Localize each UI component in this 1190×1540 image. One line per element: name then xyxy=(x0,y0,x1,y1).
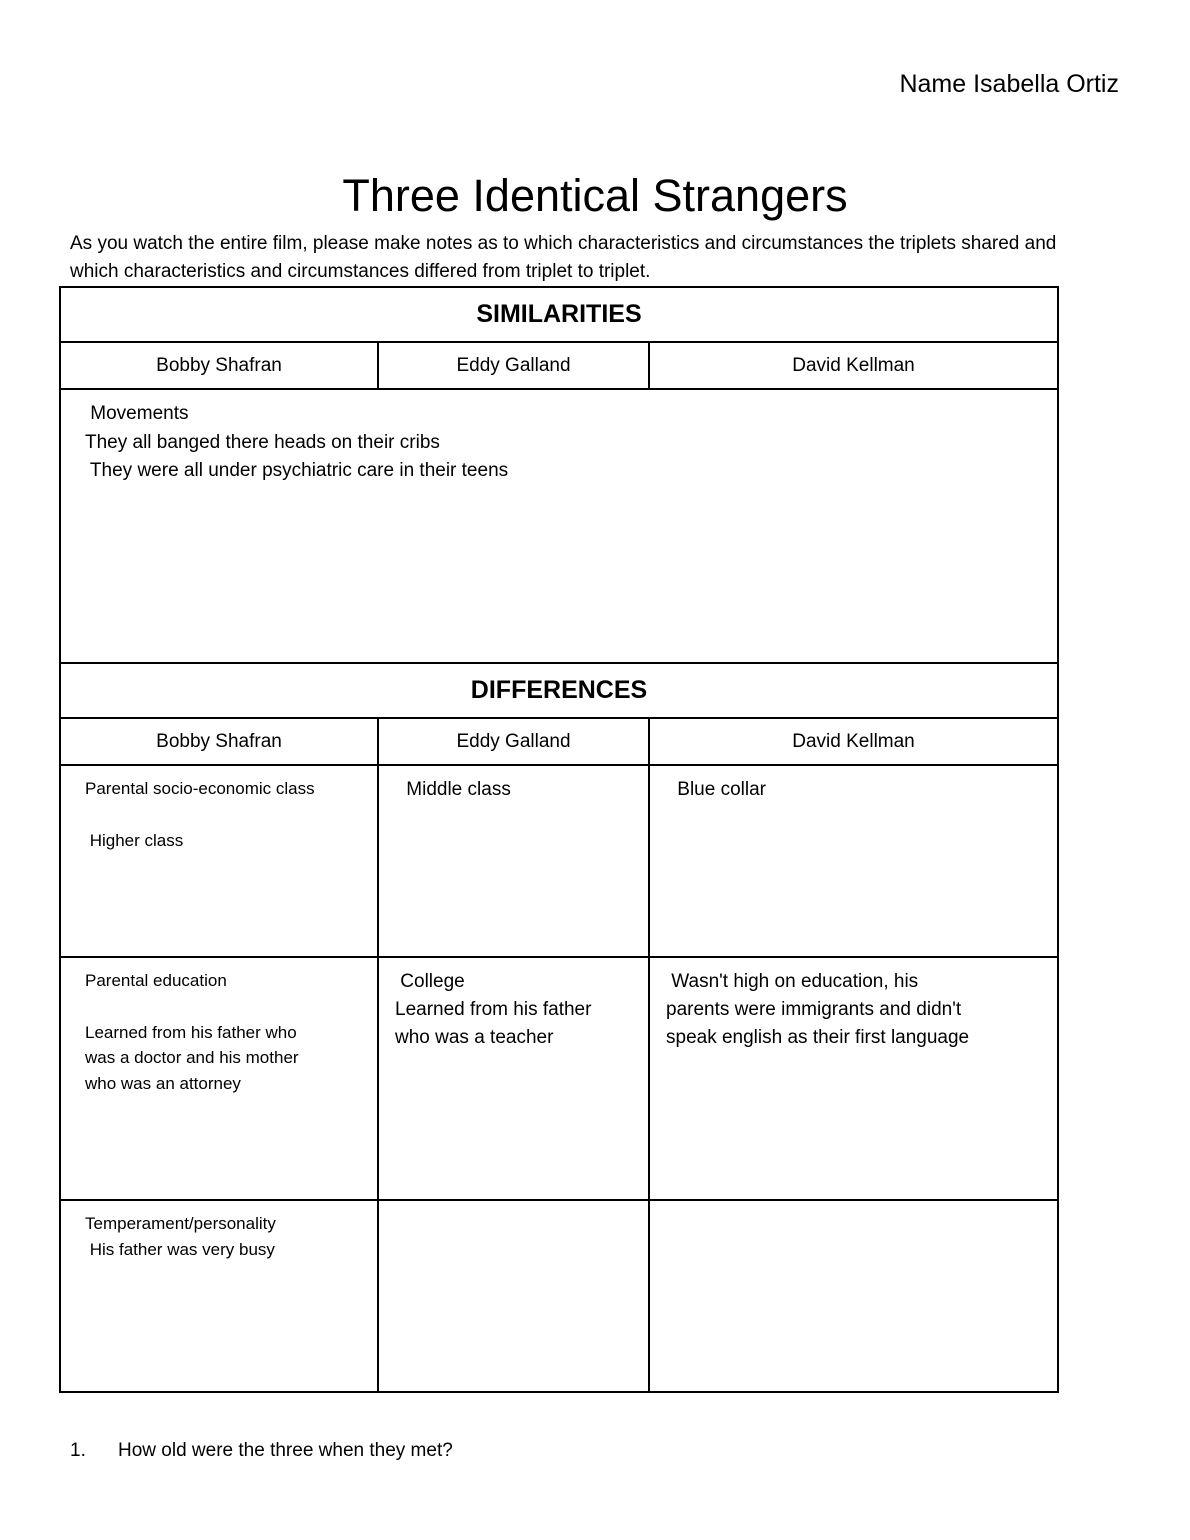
david-education-cell[interactable] xyxy=(649,957,1058,1200)
diff-column-eddy: Eddy Galland xyxy=(378,718,649,765)
student-name: Name Isabella Ortiz xyxy=(899,70,1119,98)
diff-column-david: David Kellman xyxy=(649,718,1058,765)
bobby-socioeconomic-cell[interactable] xyxy=(60,765,378,957)
diff-column-bobby: Bobby Shafran xyxy=(60,718,378,765)
similarity-note: They were all under psychiatric care in their teens xyxy=(85,460,509,481)
david-socioeconomic-cell[interactable] xyxy=(649,765,1058,957)
question-number: 1. xyxy=(70,1440,86,1461)
row-label: Parental education xyxy=(85,971,227,990)
sim-column-eddy: Eddy Galland xyxy=(378,342,649,389)
eddy-answer-line: College xyxy=(395,971,465,992)
sim-column-bobby: Bobby Shafran xyxy=(60,342,378,389)
similarities-notes[interactable] xyxy=(60,389,1058,663)
eddy-answer-line: Learned from his father xyxy=(395,999,592,1020)
differences-heading: DIFFERENCES xyxy=(60,663,1058,718)
bobby-temperament-cell[interactable] xyxy=(60,1200,378,1392)
eddy-answer-line: who was a teacher xyxy=(395,1027,554,1048)
worksheet-table xyxy=(59,286,1059,1393)
similarity-note: Movements xyxy=(85,403,189,424)
bobby-answer-line: was a doctor and his mother xyxy=(85,1048,299,1067)
bobby-answer-line: Learned from his father who xyxy=(85,1022,297,1042)
david-temperament-cell[interactable] xyxy=(649,1200,1058,1392)
eddy-socioeconomic-cell[interactable] xyxy=(378,765,649,957)
similarity-note: They all banged there heads on their cribs xyxy=(85,431,440,453)
row-label: Parental socio-economic class xyxy=(85,779,315,798)
eddy-answer: Middle class xyxy=(401,779,511,800)
page-title: Three Identical Strangers xyxy=(342,170,848,221)
david-answer-line: Wasn't high on education, his xyxy=(666,971,919,992)
bobby-answer: Higher class xyxy=(85,830,184,850)
question-text: How old were the three when they met? xyxy=(118,1440,453,1461)
bobby-answer: His father was very busy xyxy=(85,1239,275,1259)
row-label: Temperament/personality xyxy=(85,1214,276,1233)
question-item xyxy=(70,1440,453,1462)
similarities-heading: SIMILARITIES xyxy=(60,287,1058,342)
eddy-temperament-cell[interactable] xyxy=(378,1200,649,1392)
david-answer: Blue collar xyxy=(672,779,766,800)
eddy-education-cell[interactable] xyxy=(378,957,649,1200)
david-answer-line: speak english as their first language xyxy=(666,1027,970,1048)
instructions: As you watch the entire film, please make notes as to which characteristics and circumstances the triplets shared and which characteristics and circumstances differed from triplet to triplet. xyxy=(70,233,1057,282)
sim-column-david: David Kellman xyxy=(649,342,1058,389)
bobby-education-cell[interactable] xyxy=(60,957,378,1200)
david-answer-line: parents were immigrants and didn't xyxy=(666,999,962,1020)
bobby-answer-line: who was an attorney xyxy=(85,1073,241,1093)
